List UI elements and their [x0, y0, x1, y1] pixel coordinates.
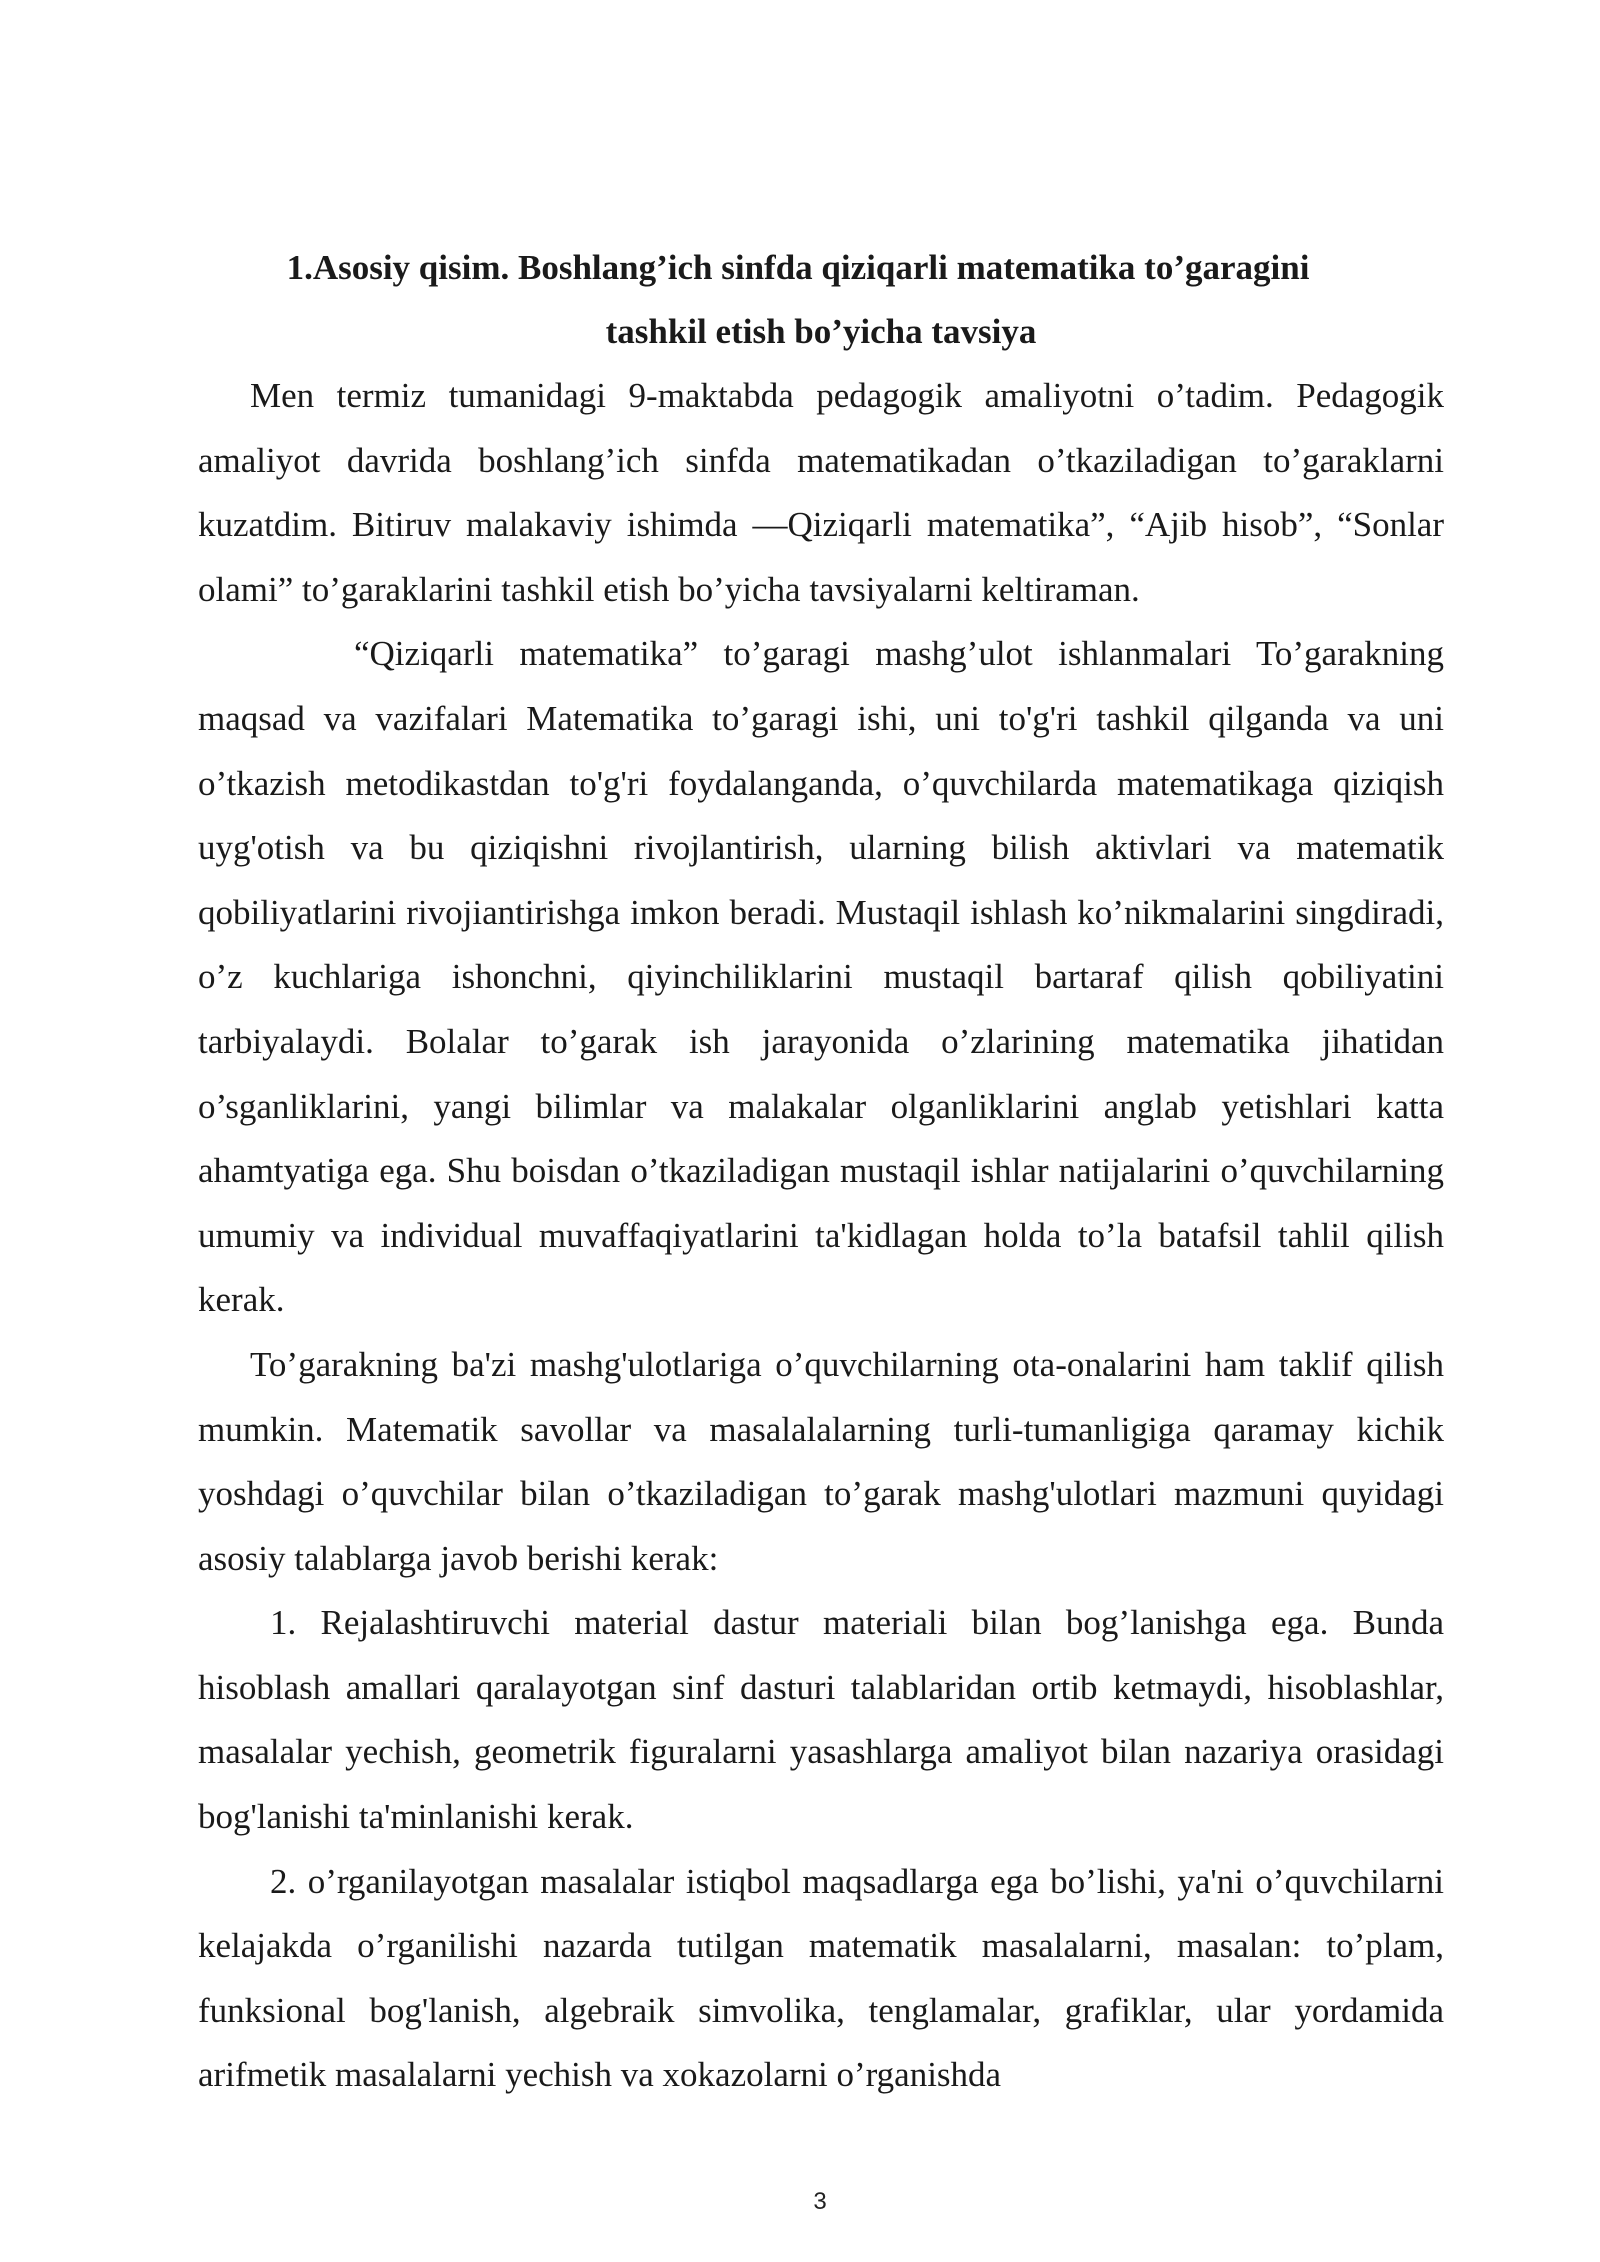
- section-heading-line-1: 1.Asosiy qisim. Boshlang’ich sinfda qiziqarli matematika to’garagini: [286, 248, 1310, 287]
- paragraph-parents: To’garakning ba'zi mashg'ulotlariga o’quvchilarning ota-onalarini ham taklif qilish mumkin. Matematik savollar va masalalalarning turli-tumanligiga qaramay kichik yoshdagi o’quvchilar bilan o’tkaziladigan to’garak mashg'ulotlari mazmuni quyidagi asosiy talablarga javob berishi kerak:: [198, 1344, 1444, 1578]
- section-heading-line-2: tashkil etish bo’yicha tavsiya: [605, 312, 1037, 351]
- list-item-2: 2. o’rganilayotgan masalalar istiqbol maqsadlarga ega bo’lishi, ya'ni o’quvchilarni kelajakda o’rganilishi nazarda tutilgan matematik masalalarni, masalan: to’plam, funksional bog'lanish, algebraik simvolika, tenglamalar, grafiklar, ular yordamida arifmetik masalalarni yechish va xokazolarni o’rganishda: [198, 1861, 1444, 2095]
- list-item-1: 1. Rejalashtiruvchi material dastur materiali bilan bog’lanishga ega. Bunda hisoblash amallari qaralayotgan sinf dasturi talablaridan ortib ketmaydi, hisoblashlar, masalalar yechish, geometrik figuralarni yasashlarga amaliyot bilan nazariya orasidagi bog'lanishi ta'minlanishi kerak.: [198, 1603, 1444, 1837]
- section-heading: [198, 236, 1444, 364]
- paragraph-club-goals: “Qiziqarli matematika” to’garagi mashg’ulot ishlanmalari To’garakning maqsad va vazifalari Matematika to’garagi ishi, uni to'g'ri tashkil qilganda va uni o’tkazish metodikastdan to'g'ri foydalanganda, o’quvchilarda matematikaga qiziqish uyg'otish va bu qiziqishni rivojlantirish, ularning bilish aktivlari va matematik qobiliyatlarini rivojiantirishga imkon beradi. Mustaqil ishlash ko’nikmalarini singdiradi, o’z kuchlariga ishonchni, qiyinchiliklarini mustaqil bartaraf qilish qobiliyatini tarbiyalaydi. Bolalar to’garak ish jarayonida o’zlarining matematika jihatidan o’sganliklarini, yangi bilimlar va malakalar olganliklarini anglab yetishlari katta ahamtyatiga ega. Shu boisdan o’tkaziladigan mustaqil ishlar natijalarini o’quvchilarning umumiy va individual muvaffaqiyatlarini ta'kidlagan holda to’la batafsil tahlil qilish kerak.: [198, 634, 1444, 1320]
- document-page: [198, 236, 1444, 2108]
- paragraph-intro: Men termiz tumanidagi 9-maktabda pedagogik amaliyotni o’tadim. Pedagogik amaliyot davrida boshlang’ich sinfda matematikadan o’tkaziladigan to’garaklarni kuzatdim. Bitiruv malakaviy ishimda —Qiziqarli matematika”, “Ajib hisob”, “Sonlar olami” to’garaklarini tashkil etish bo’yicha tavsiyalarni keltiraman.: [198, 376, 1444, 609]
- page-number: 3: [813, 2188, 827, 2215]
